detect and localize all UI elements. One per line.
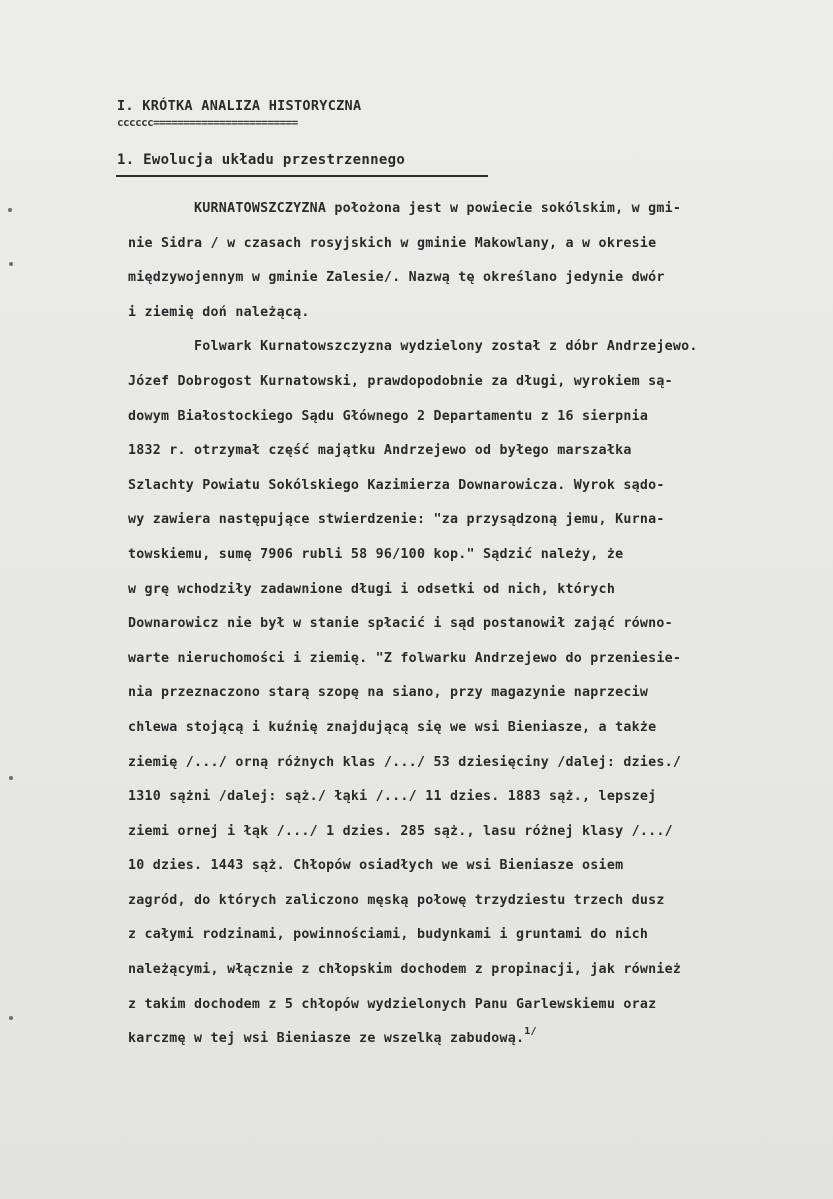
binding-hole-mark <box>8 208 12 212</box>
text-line: chlewa stojącą i kuźnię znajdującą się we wsi Bieniasze, a także <box>128 719 657 735</box>
text-line: towskiemu, sumę 7906 rubli 58 96/100 kop." Sądzić należy, że <box>128 546 624 562</box>
text-line: Folwark Kurnatowszczyzna wydzielony został z dóbr Andrzejewo. <box>128 339 698 355</box>
heading-underline: cccccc======================== <box>117 116 298 129</box>
text-line: Downarowicz nie był w stanie spłacić i sąd postanowił zająć równo- <box>128 616 673 632</box>
binding-hole-mark <box>9 262 13 266</box>
text-line: karczmę w tej wsi Bieniasze ze wszelką zabudową.$^{1/}$ <box>128 1026 537 1047</box>
text-line: międzywojennym w gminie Zalesie/. Nazwą tę określano jedynie dwór <box>128 270 665 286</box>
text-line: z całymi rodzinami, powinnościami, budynkami i gruntami do nich <box>128 927 649 943</box>
text-line: dowym Białostockiego Sądu Głównego 2 Departamentu z 16 sierpnia <box>128 408 649 424</box>
text-line: Józef Dobrogost Kurnatowski, prawdopodobnie za długi, wyrokiem są- <box>128 373 673 389</box>
footnote-marker: 1/ <box>524 1026 537 1038</box>
subsection-heading: 1. Ewolucja układu przestrzennego <box>117 152 406 168</box>
text-line: wy zawiera następujące stwierdzenie: "za przysądzoną jemu, Kurna- <box>128 512 665 528</box>
section-heading: I. KRÓTKA ANALIZA HISTORYCZNA <box>117 98 362 114</box>
text-line: z takim dochodem z 5 chłopów wydzielonych Panu Garlewskiemu oraz <box>128 996 657 1012</box>
text-line: nia przeznaczono starą szopę na siano, przy magazynie naprzeciw <box>128 685 649 701</box>
text-line: należącymi, włącznie z chłopskim dochodem z propinacji, jak również <box>128 962 682 978</box>
binding-hole-mark <box>9 776 13 780</box>
text-line: 10 dzies. 1443 sąż. Chłopów osiadłych we wsi Bieniasze osiem <box>128 858 624 874</box>
binding-hole-mark <box>9 1016 13 1020</box>
text-line: Szlachty Powiatu Sokólskiego Kazimierza Downarowicza. Wyrok sądo- <box>128 477 665 493</box>
text-line: warte nieruchomości i ziemię. "Z folwarku Andrzejewo do przeniesie- <box>128 650 682 666</box>
body-text <box>128 192 818 1058</box>
text-line: 1832 r. otrzymał część majątku Andrzejewo od byłego marszałka <box>128 443 632 459</box>
text-line: KURNATOWSZCZYZNA położona jest w powiecie sokólskim, w gmi- <box>128 201 682 216</box>
text-line: w grę wchodziły zadawnione długi i odsetki od nich, których <box>128 581 616 597</box>
text-line: ziemi ornej i łąk /.../ 1 dzies. 285 sąż., lasu różnej klasy /.../ <box>128 823 673 839</box>
text-line: i ziemię doń należącą. <box>128 304 310 320</box>
text-line: ziemię /.../ orną różnych klas /.../ 53 dziesięciny /dalej: dzies./ <box>128 754 682 770</box>
text-line: nie Sidra / w czasach rosyjskich w gminie Makowlany, a w okresie <box>128 235 657 251</box>
text-line: 1310 sążni /dalej: sąż./ łąki /.../ 11 dzies. 1883 sąż., lepszej <box>128 789 657 805</box>
text-line: zagród, do których zaliczono męską połowę trzydziestu trzech dusz <box>128 892 665 908</box>
subheading-rule <box>116 175 488 177</box>
